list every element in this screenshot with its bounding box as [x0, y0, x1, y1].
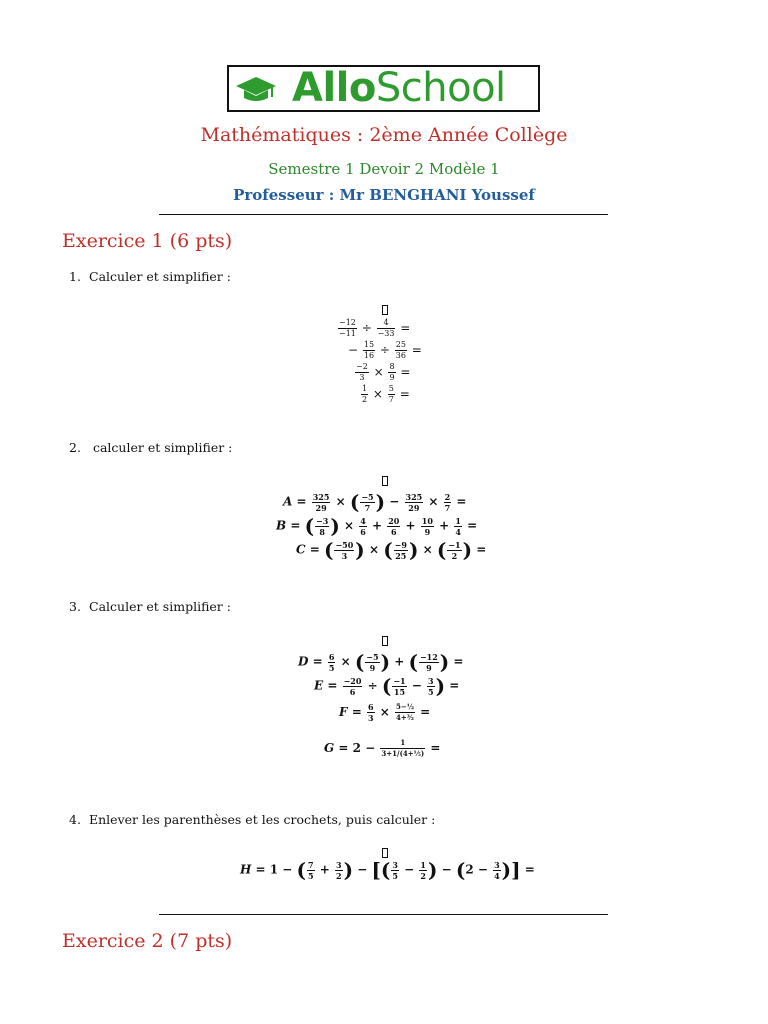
question-2	[69, 440, 232, 455]
logo-school: School	[375, 65, 506, 111]
equation-line: $\frac{-12}{-11}$ ÷ $\frac{4}{-33}$ =	[339, 318, 411, 338]
placeholder-marker	[382, 636, 388, 646]
equation-d: D = $\frac{6}{5}$ × ( $\frac{-5}{9}$ ) + ( $\frac{-12}{9}$ ) =	[298, 650, 464, 674]
placeholder-marker	[382, 848, 388, 858]
question-3-text: Calculer et simplifier :	[89, 599, 231, 614]
allo-school-logo	[227, 65, 540, 112]
equation-g: G = 2 − $\frac{1}{\text{3+1/(4+⅕)}}$ =	[324, 738, 441, 758]
exercise-2-title: Exercice 2 (7 pts)	[62, 930, 233, 952]
question-4-text: Enlever les parenthèses et les crochets, puis calculer :	[89, 812, 436, 827]
logo-wordmark	[292, 65, 506, 112]
question-1	[69, 269, 231, 284]
header-divider	[159, 214, 608, 215]
placeholder-marker	[382, 476, 388, 486]
placeholder-marker	[382, 305, 388, 315]
equation-f: F = $\frac{6}{3}$ × $\frac{\text{5−½}}{\text{4+³⁄₂}}$ =	[339, 702, 431, 723]
question-2-number: 2.	[69, 440, 81, 455]
question-4	[69, 812, 435, 827]
logo-allo: Allo	[292, 65, 376, 111]
section-divider	[159, 914, 608, 915]
question-1-number: 1.	[69, 269, 81, 284]
equation-c: C = ( $\frac{-50}{3}$ ) × ( $\frac{-9}{25}$ ) × ( $\frac{-1}{2}$ ) =	[296, 538, 487, 562]
question-2-text: calculer et simplifier :	[89, 440, 233, 455]
equation-line: − $\frac{15}{16}$ ÷ $\frac{25}{36}$ =	[348, 340, 422, 360]
equation-h: H = 1 − ( $\frac{7}{5}$ + $\frac{3}{2}$ ) − [( $\frac{3}{5}$ − $\frac{1}{2}$ ) − (2 − $\frac{3}{4}$ )] =	[240, 858, 535, 882]
page-title: Mathématiques : 2ème Année Collège	[200, 124, 568, 146]
question-1-text: Calculer et simplifier :	[89, 269, 231, 284]
equation-line: $\frac{1}{2}$ × $\frac{5}{7}$ =	[362, 384, 410, 404]
equation-e: E = $\frac{-20}{6}$ ÷ ( $\frac{-1}{15}$ − $\frac{3}{5}$ ) =	[314, 674, 460, 698]
question-4-number: 4.	[69, 812, 81, 827]
question-3	[69, 599, 231, 614]
exercise-1-title: Exercice 1 (6 pts)	[62, 230, 233, 252]
equation-b: B = ( $\frac{-3}{8}$ ) × $\frac{4}{6}$ + $\frac{20}{6}$ + $\frac{10}{9}$ + $\frac{1}{4}$ =	[276, 514, 478, 538]
professor-name: Professeur : Mr BENGHANI Youssef	[233, 186, 535, 204]
equation-a: A = $\frac{325}{29}$ × ( $\frac{-5}{7}$ ) − $\frac{325}{29}$ × $\frac{2}{7}$ =	[283, 490, 467, 514]
page-subtitle: Semestre 1 Devoir 2 Modèle 1	[268, 160, 500, 178]
question-3-number: 3.	[69, 599, 81, 614]
equation-line: $\frac{-2}{3}$ × $\frac{8}{9}$ =	[356, 362, 411, 382]
graduation-cap-icon	[235, 75, 277, 105]
